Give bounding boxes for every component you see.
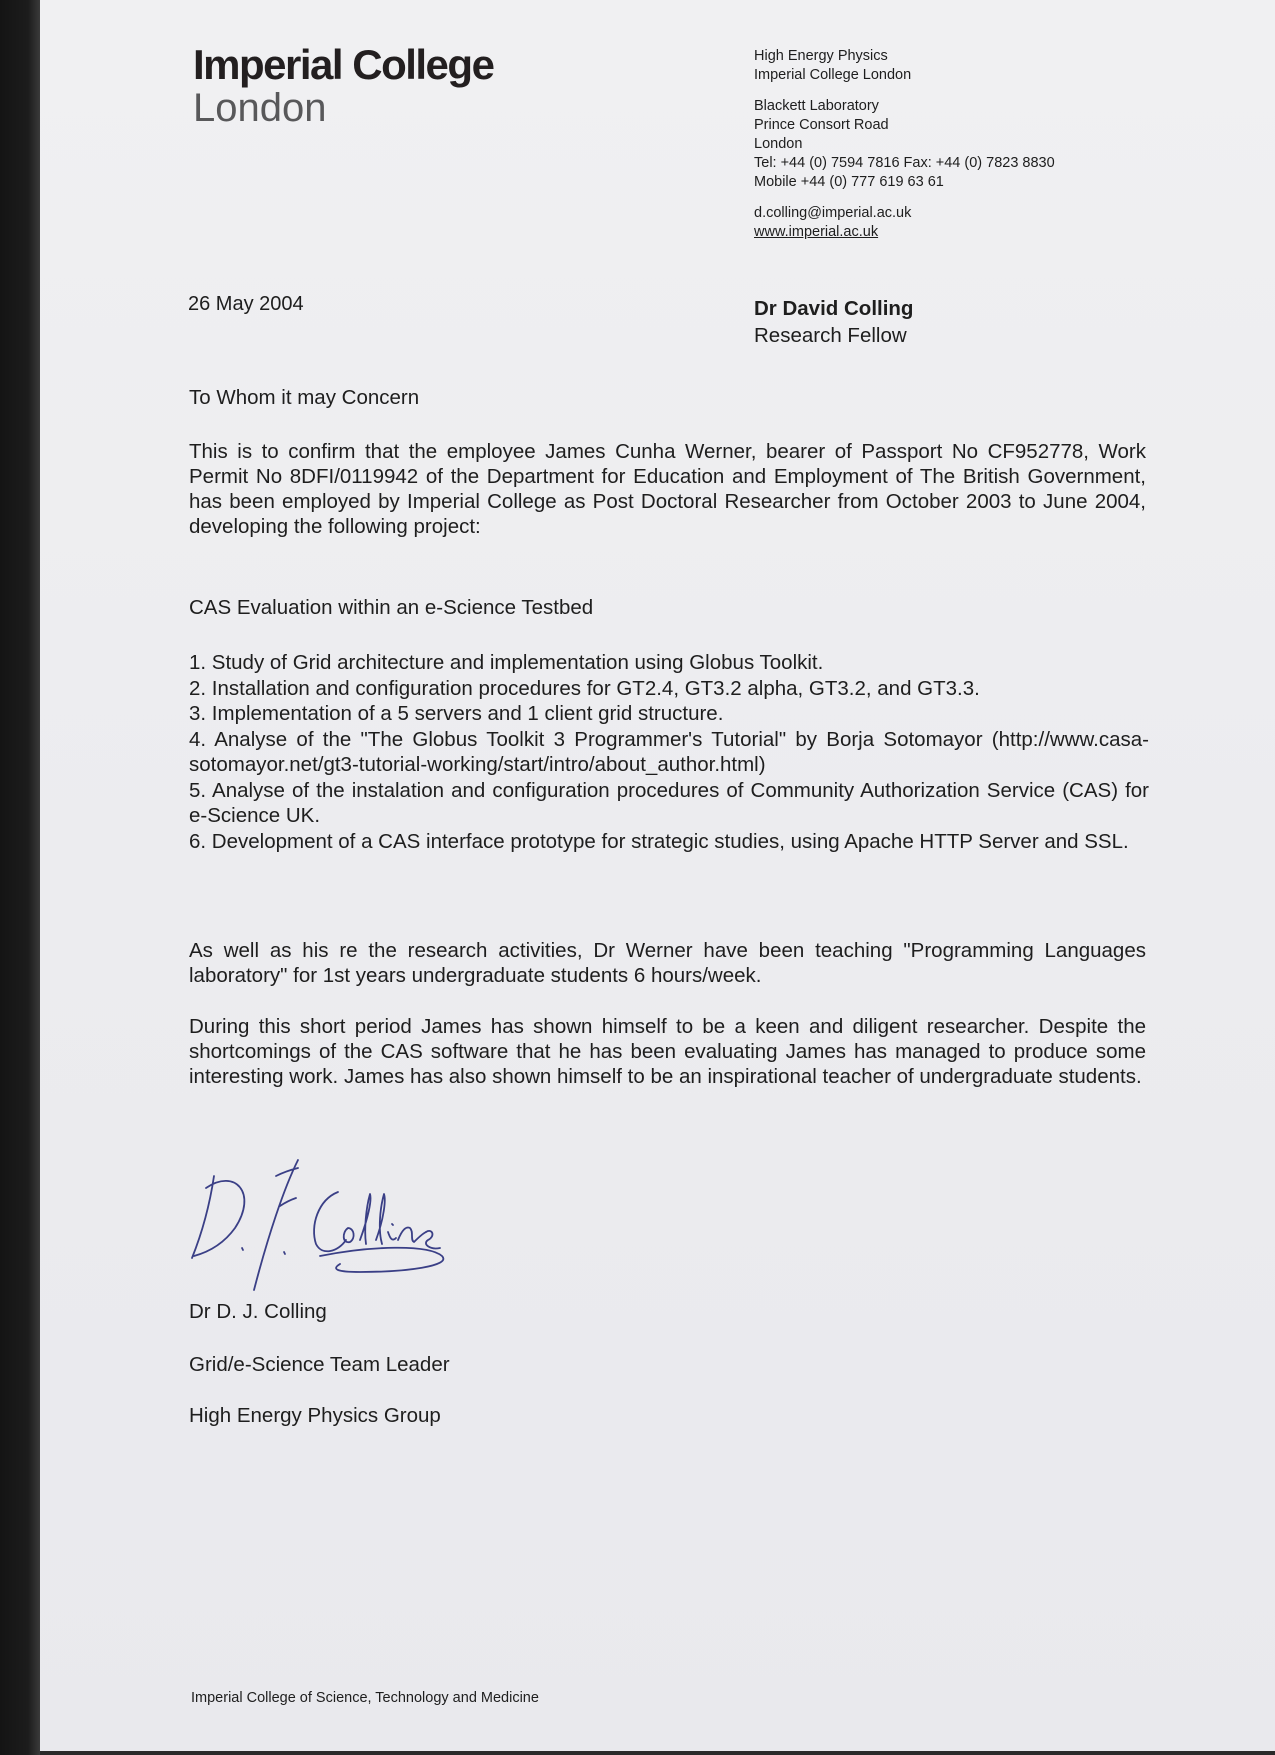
address-line: High Energy Physics bbox=[754, 48, 888, 64]
paragraph-confirmation: This is to confirm that the employee James Cunha Werner, bearer of Passport No CF952778, Work Permit No 8DFI/0119942 of the Department for Education and Employment of The British Government, has been employed by Imperial College as Post Doctoral Researcher from October 2003 to June 2004, developing the following project: bbox=[189, 440, 1146, 538]
mobile-line: Mobile +44 (0) 777 619 63 61 bbox=[754, 174, 944, 190]
address-line: Imperial College London bbox=[754, 67, 912, 83]
project-title: CAS Evaluation within an e-Science Testbed bbox=[189, 596, 594, 619]
list-item: 3. Implementation of a 5 servers and 1 client grid structure. bbox=[189, 702, 724, 725]
paragraph-teaching: As well as his re the research activities, Dr Werner have been teaching "Programming Languages laboratory" for 1st years undergraduate students 6 hours/week. bbox=[189, 939, 1146, 987]
logo-line-1: Imperial College bbox=[193, 41, 494, 88]
signatory-group: High Energy Physics Group bbox=[189, 1404, 441, 1427]
project-task-list bbox=[189, 650, 1149, 854]
phone-fax-line: Tel: +44 (0) 7594 7816 Fax: +44 (0) 7823 8830 bbox=[754, 155, 1055, 171]
scan-edge bbox=[0, 0, 40, 1755]
signatory-role: Grid/e-Science Team Leader bbox=[189, 1353, 450, 1376]
salutation: To Whom it may Concern bbox=[189, 386, 420, 409]
sender-title: Research Fellow bbox=[754, 324, 907, 347]
page-footer: Imperial College of Science, Technology and Medicine bbox=[191, 1690, 539, 1706]
address-line: Blackett Laboratory bbox=[754, 98, 879, 114]
signatory-name: Dr D. J. Colling bbox=[189, 1300, 327, 1323]
list-item: 2. Installation and configuration procedures for GT2.4, GT3.2 alpha, GT3.2, and GT3.3. bbox=[189, 676, 980, 700]
letterhead-address bbox=[754, 47, 1055, 242]
scan-bottom-edge bbox=[40, 1751, 1275, 1755]
paragraph-assessment: During this short period James has shown himself to be a keen and diligent researcher. Despite the shortcomings of the CAS software that he has been evaluating James has managed to produce some interesting work. James has also shown himself to be an inspirational teacher of undergraduate students. bbox=[189, 1015, 1146, 1088]
imperial-college-logo bbox=[193, 42, 493, 130]
website-link[interactable]: www.imperial.ac.uk bbox=[754, 224, 879, 240]
email-address: d.colling@imperial.ac.uk bbox=[754, 205, 912, 221]
list-item: 5. Analyse of the instalation and configuration procedures of Community Authorization Service (CAS) for e-Science UK. bbox=[189, 778, 1149, 827]
list-item: 4. Analyse of the "The Globus Toolkit 3 Programmer's Tutorial" by Borja Sotomayor (http://www.casa-sotomayor.net/gt3-tutorial-working/start/intro/about_author.html) bbox=[189, 727, 1149, 776]
logo-line-2: London bbox=[193, 86, 327, 130]
list-item: 6. Development of a CAS interface prototype for strategic studies, using Apache HTTP Server and SSL. bbox=[189, 829, 1129, 853]
address-line: London bbox=[754, 136, 803, 152]
address-line: Prince Consort Road bbox=[754, 117, 889, 133]
sender-name: Dr David Colling bbox=[754, 297, 914, 320]
sender-block bbox=[754, 295, 913, 349]
list-item: 1. Study of Grid architecture and implementation using Globus Toolkit. bbox=[189, 651, 824, 674]
letter-date: 26 May 2004 bbox=[188, 293, 304, 315]
handwritten-signature bbox=[180, 1148, 500, 1318]
